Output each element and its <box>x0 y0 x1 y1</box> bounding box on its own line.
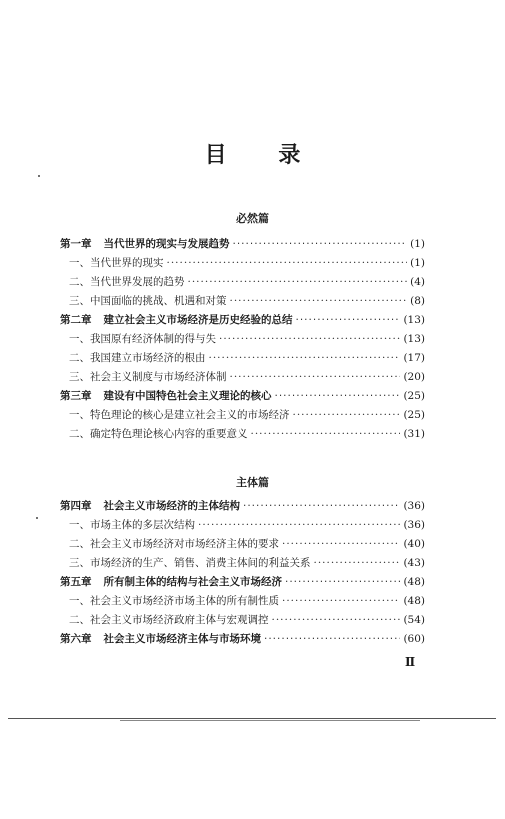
dot-leader <box>243 500 400 512</box>
dot-leader <box>233 238 408 250</box>
toc-item-row <box>60 407 425 426</box>
toc-item-row <box>60 426 425 445</box>
dot-leader <box>198 519 400 531</box>
dot-leader <box>282 595 400 607</box>
page-number: (40) <box>403 538 425 550</box>
section-heading-subject: 主体篇 <box>236 476 269 489</box>
toc-item-row <box>60 536 425 555</box>
dot-leader <box>314 557 401 569</box>
item-title: 一、市场主体的多层次结构 <box>69 519 195 531</box>
dot-leader <box>293 409 401 421</box>
page-number: (36) <box>403 500 425 512</box>
chapter-number: 第五章 <box>60 576 92 588</box>
item-title: 一、社会主义市场经济市场主体的所有制性质 <box>69 595 279 607</box>
page-number: (13) <box>403 333 425 345</box>
chapter-title: 当代世界的现实与发展趋势 <box>103 238 230 250</box>
toc-chapter-row <box>60 498 425 517</box>
dot-leader <box>209 352 401 364</box>
toc-item-row <box>60 369 425 388</box>
page-title: 目 录 <box>204 143 323 168</box>
chapter-title: 建立社会主义市场经济是历史经验的总结 <box>103 314 293 326</box>
section-heading-necessity: 必然篇 <box>236 212 269 225</box>
item-title: 二、社会主义市场经济对市场经济主体的要求 <box>69 538 279 550</box>
dot-leader <box>219 333 400 345</box>
page-number: (25) <box>403 409 425 421</box>
chapter-title: 建设有中国特色社会主义理论的核心 <box>103 390 272 402</box>
page-number: (31) <box>403 428 425 440</box>
item-title: 二、当代世界发展的趋势 <box>69 276 185 288</box>
chapter-title: 社会主义市场经济主体与市场环境 <box>103 633 261 645</box>
toc-item-row <box>60 593 425 612</box>
dot-leader <box>230 295 408 307</box>
toc-chapter-row <box>60 388 425 407</box>
chapter-title: 所有制主体的结构与社会主义市场经济 <box>103 576 282 588</box>
item-title: 一、我国原有经济体制的得与失 <box>69 333 216 345</box>
toc-chapter-row <box>60 312 425 331</box>
toc-chapter-row <box>60 631 425 650</box>
toc-item-row <box>60 612 425 631</box>
bottom-rule <box>8 718 496 719</box>
item-title: 二、确定特色理论核心内容的重要意义 <box>69 428 248 440</box>
toc-item-row <box>60 293 425 312</box>
item-title: 三、中国面临的挑战、机遇和对策 <box>69 295 227 307</box>
page-number: (54) <box>403 614 425 626</box>
chapter-title: 社会主义市场经济的主体结构 <box>103 500 240 512</box>
toc-chapter-row <box>60 236 425 255</box>
toc-item-row <box>60 331 425 350</box>
dot-leader <box>264 633 400 645</box>
page-number: (4) <box>410 276 425 288</box>
page-number: (20) <box>403 371 425 383</box>
page-number: (48) <box>403 595 425 607</box>
chapter-number: 第一章 <box>60 238 92 250</box>
page-number: (25) <box>403 390 425 402</box>
dot-leader <box>282 538 400 550</box>
item-title: 二、社会主义市场经济政府主体与宏观调控 <box>69 614 269 626</box>
dot-leader <box>188 276 408 288</box>
page-number: (13) <box>403 314 425 326</box>
bottom-rule-secondary <box>120 720 420 721</box>
chapter-number: 第三章 <box>60 390 92 402</box>
page-number: (8) <box>410 295 425 307</box>
toc-section-subject <box>60 498 425 650</box>
toc-item-row <box>60 555 425 574</box>
dot-leader <box>285 576 400 588</box>
page-number: (1) <box>410 257 425 269</box>
chapter-number: 第二章 <box>60 314 92 326</box>
chapter-number: 第六章 <box>60 633 92 645</box>
page-number: (17) <box>403 352 425 364</box>
toc-chapter-row <box>60 574 425 593</box>
item-title: 二、我国建立市场经济的根由 <box>69 352 206 364</box>
chapter-number: 第四章 <box>60 500 92 512</box>
item-title: 三、市场经济的生产、销售、消费主体间的利益关系 <box>69 557 311 569</box>
page-number: (48) <box>403 576 425 588</box>
scan-speck <box>36 517 38 519</box>
scan-speck <box>38 175 40 177</box>
page-number: (36) <box>403 519 425 531</box>
dot-leader <box>167 257 408 269</box>
dot-leader <box>272 614 401 626</box>
page-number: (1) <box>410 238 425 250</box>
item-title: 一、特色理论的核心是建立社会主义的市场经济 <box>69 409 290 421</box>
item-title: 三、社会主义制度与市场经济体制 <box>69 371 227 383</box>
item-title: 一、当代世界的现实 <box>69 257 164 269</box>
toc-item-row <box>60 255 425 274</box>
toc-item-row <box>60 350 425 369</box>
toc-item-row <box>60 517 425 536</box>
toc-section-necessity <box>60 236 425 445</box>
page-folio: Ⅱ <box>405 655 416 669</box>
page-number: (43) <box>403 557 425 569</box>
dot-leader <box>230 371 401 383</box>
toc-item-row <box>60 274 425 293</box>
dot-leader <box>275 390 401 402</box>
page-number: (60) <box>403 633 425 645</box>
dot-leader <box>251 428 401 440</box>
dot-leader <box>296 314 401 326</box>
